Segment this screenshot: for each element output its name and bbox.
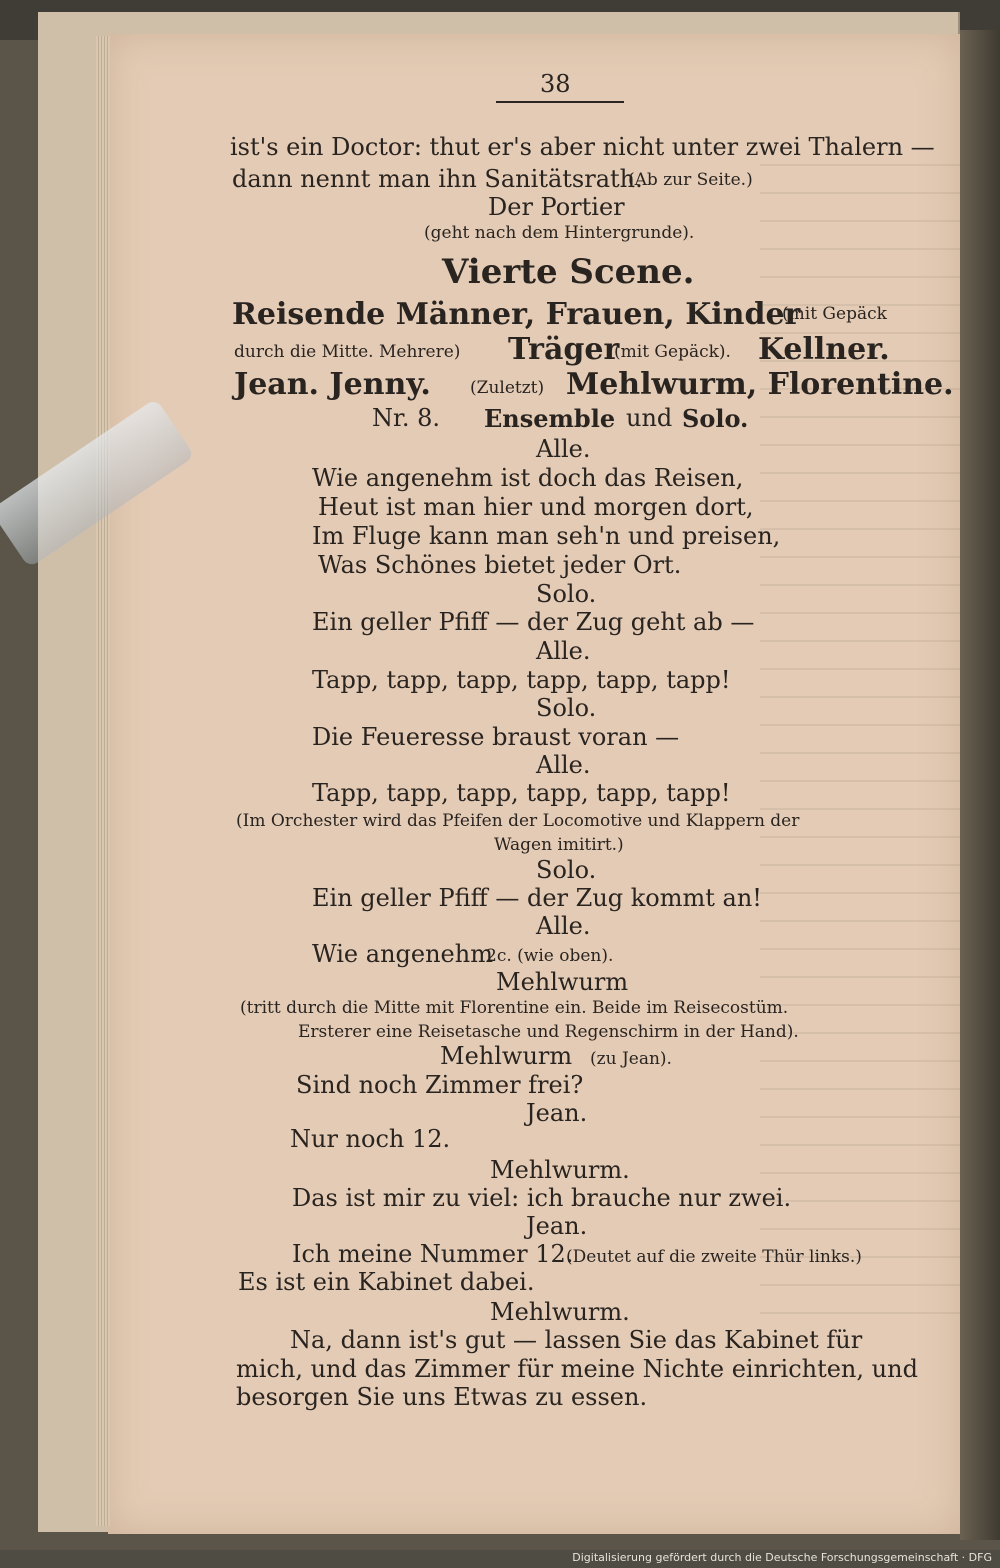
character-name: Jean. [526, 1099, 588, 1127]
stage-direction: 2c. (wie oben). [486, 946, 614, 966]
dialogue-line: Nur noch 12. [290, 1125, 451, 1153]
cast-list: Reisende Männer, Frauen, Kinder [232, 297, 801, 332]
text-line: ist's ein Doctor: thut er's aber nicht unter zwei Thalern — [230, 133, 935, 161]
dialogue-line: Es ist ein Kabinet dabei. [238, 1268, 535, 1296]
character-name: Mehlwurm. [490, 1156, 630, 1184]
speaker: Solo. [536, 694, 597, 722]
cast-list: Kellner. [758, 332, 890, 367]
stage-direction: Wagen imitirt.) [494, 835, 624, 855]
musical-number-title: Solo. [682, 404, 749, 433]
cast-list: Träger [508, 332, 620, 367]
stage-direction: (mit Gepäck). [614, 342, 731, 362]
stage-direction: durch die Mitte. Mehrere) [234, 342, 461, 362]
stage-direction: (Ab zur Seite.) [628, 170, 753, 190]
character-name: Mehlwurm [496, 968, 629, 996]
page-number: 38 [540, 70, 571, 98]
verse-line: Im Fluge kann man seh'n und preisen, [312, 522, 781, 550]
book-spine [960, 30, 1000, 1540]
speaker: Solo. [536, 580, 597, 608]
verse-line: Was Schönes bietet jeder Ort. [318, 551, 682, 579]
speaker: Alle. [536, 751, 591, 779]
page-number-rule [496, 101, 624, 103]
number-label: Nr. 8. [372, 404, 440, 432]
verse-line: Wie angenehm ist doch das Reisen, [312, 464, 744, 492]
musical-number-title: Ensemble [484, 404, 616, 433]
stage-direction: (Im Orchester wird das Pfeifen der Locomotive und Klappern der [236, 811, 800, 831]
character-name: Mehlwurm [440, 1042, 573, 1070]
cast-list: Mehlwurm, Florentine. [566, 367, 954, 402]
dialogue-line: mich, und das Zimmer für meine Nichte einrichten, und [236, 1355, 918, 1383]
musical-number-title: und [626, 404, 673, 432]
verse-line: Wie angenehm [312, 940, 493, 968]
dialogue-line: Das ist mir zu viel: ich brauche nur zwei. [292, 1184, 792, 1212]
stage-direction: Ersterer eine Reisetasche und Regenschirm in der Hand). [298, 1022, 799, 1042]
verse-line: Tapp, tapp, tapp, tapp, tapp, tapp! [312, 666, 731, 694]
stage-direction: (Zuletzt) [470, 378, 545, 398]
verse-line: Ein geller Pfiff — der Zug geht ab — [312, 608, 755, 636]
dialogue-line: Ich meine Nummer 12. [292, 1240, 574, 1268]
text-line: dann nennt man ihn Sanitätsrath. [232, 165, 643, 193]
verse-line: Heut ist man hier und morgen dort, [318, 493, 754, 521]
speaker: Alle. [536, 435, 591, 463]
character-name: Mehlwurm. [490, 1298, 630, 1326]
dialogue-line: Na, dann ist's gut — lassen Sie das Kabinet für [290, 1326, 863, 1354]
stage-direction: (mit Gepäck [782, 304, 887, 324]
verse-line: Die Feueresse braust voran — [312, 723, 680, 751]
page-stack-edge [96, 36, 110, 1526]
stage-direction: (Deutet auf die zweite Thür links.) [566, 1247, 862, 1267]
stage-direction: (zu Jean). [590, 1049, 672, 1069]
stage-direction: (geht nach dem Hintergrunde). [424, 223, 695, 243]
stage-direction: (tritt durch die Mitte mit Florentine ein. Beide im Reisecostüm. [240, 998, 789, 1018]
dialogue-line: Sind noch Zimmer frei? [296, 1071, 584, 1099]
cast-list: Jean. Jenny. [234, 367, 431, 402]
dialogue-line: besorgen Sie uns Etwas zu essen. [236, 1383, 648, 1411]
speaker: Alle. [536, 912, 591, 940]
speaker: Solo. [536, 856, 597, 884]
character-name: Der Portier [488, 193, 625, 221]
footer-credit: Digitalisierung gefördert durch die Deutsche Forschungsgemeinschaft · DFG [572, 1551, 992, 1564]
scene-heading: Vierte Scene. [442, 252, 695, 292]
verse-line: Ein geller Pfiff — der Zug kommt an! [312, 884, 762, 912]
character-name: Jean. [526, 1212, 588, 1240]
speaker: Alle. [536, 637, 591, 665]
verse-line: Tapp, tapp, tapp, tapp, tapp, tapp! [312, 779, 731, 807]
